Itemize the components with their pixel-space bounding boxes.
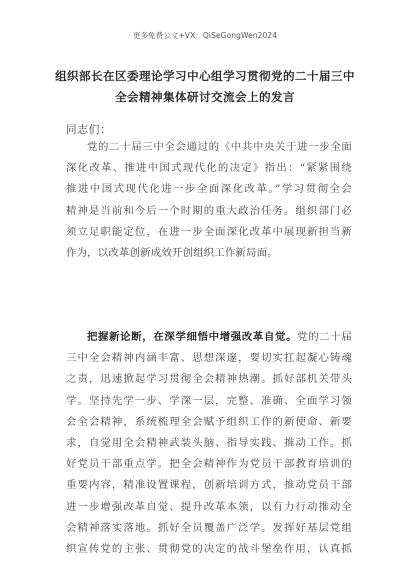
paragraph-2-line: 会全会精神，系统梳理全会赋予组织工作的新使命、新要	[66, 415, 352, 428]
paragraph-2-line: 进一步增强改革自觉、提升改革本领，以有力行动推动全	[66, 500, 352, 513]
header-watermark: 更多免费公文+VX：QiSeGongWen2024	[132, 31, 278, 40]
document-title	[45, 66, 365, 108]
paragraph-2-line: 求，自觉用全会精神武装头脑、指导实践、推动工作。抓	[66, 437, 352, 450]
paragraph-2-line: 织宣传党的主张、贯彻党的决定的战斗堡垒作用，认真抓	[66, 543, 352, 556]
paragraph-2-line: 会精神落实落地。抓好全员覆盖广泛学。发挥好基层党组	[66, 521, 352, 534]
paragraph-2-line: 好党员干部重点学。把全会精神作为党员干部教育培训的	[66, 458, 352, 471]
paragraph-1-line: 作为，以改革创新成效开创组织工作新局面。	[66, 247, 278, 260]
paragraph-2-line: 学。坚持先学一步、学深一层，完整、准确、全面学习领	[66, 394, 352, 407]
paragraph-1-line: 精神是当前和今后一个时期的重大政治任务。组织部门必	[66, 204, 352, 217]
document-title-line-1: 组织部长在区委理论学习中心组学习贯彻党的二十届三中	[55, 69, 355, 83]
greeting: 同志们：	[66, 124, 112, 136]
paragraph-2-heading: 把握新论断，在深学细悟中增强改革自觉。	[87, 331, 298, 343]
paragraph-2-lead-rest: 党的二十届	[297, 331, 352, 343]
paragraph-1-line: 须立足职能定位，在进一步全面深化改革中展现新担当新	[66, 225, 352, 238]
paragraph-2-line: 重要内容，精准设置课程，创新培训方式，推动党员干部	[66, 479, 352, 492]
paragraph-1-line: 党的二十届三中全会通过的《中共中央关于进一步全面	[87, 141, 352, 153]
paragraph-1	[66, 137, 352, 264]
paragraph-2-line: 三中全会精神内涵丰富、思想深邃，要切实扛起凝心铸魂	[66, 352, 352, 365]
paragraph-2	[66, 327, 352, 560]
paragraph-1-line: 推进中国式现代化进一步全面深化改革。”学习贯彻全会	[66, 183, 352, 196]
document-title-line-2: 全会精神集体研讨交流会上的发言	[115, 90, 295, 104]
paragraph-1-line: 深化改革、推进中国式现代化的决定》指出：“紧紧围绕	[66, 162, 352, 175]
paragraph-2-line: 之责，迅速掀起学习贯彻全会精神热潮。抓好部机关带头	[66, 373, 352, 386]
paragraph-2-first-line	[66, 327, 352, 348]
